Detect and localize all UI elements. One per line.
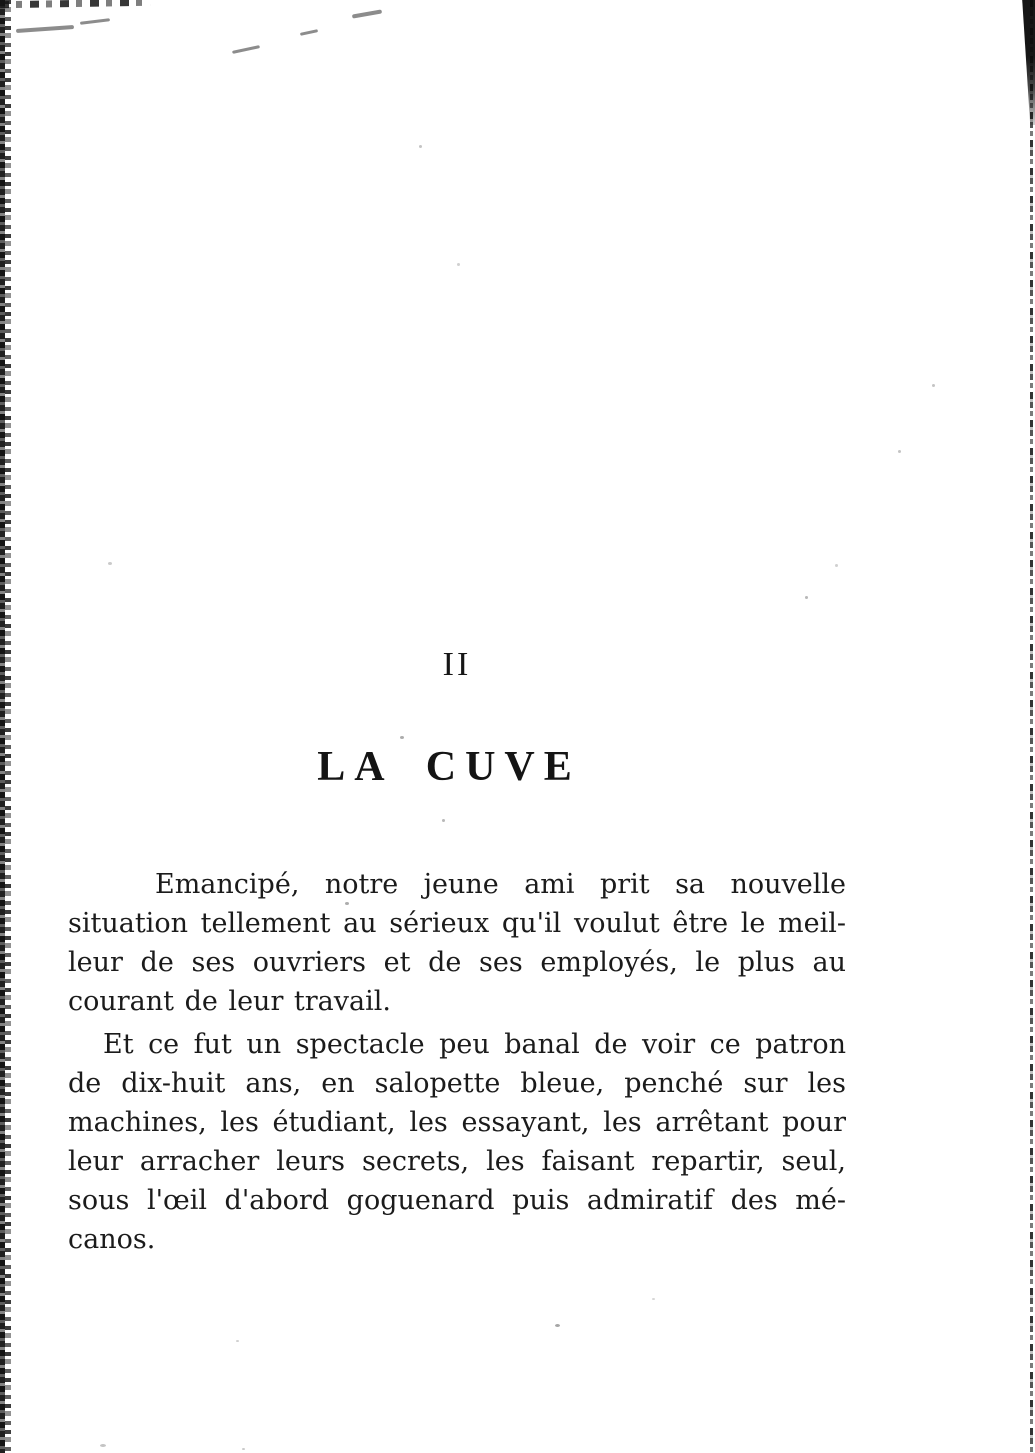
scan-scratch [232, 45, 260, 54]
scan-scratch [16, 25, 74, 33]
scan-speck [555, 1324, 560, 1327]
scan-right-edge-line [1030, 0, 1033, 1453]
scan-speck [805, 596, 808, 599]
scan-top-right-corner-blob [1019, 0, 1035, 125]
scan-speck [932, 384, 935, 387]
scan-scratch [80, 18, 110, 25]
body-text [68, 865, 846, 1259]
chapter-number: II [442, 646, 472, 683]
text-line: situation tellement au sérieux qu'il voulut être le meil- [68, 908, 846, 939]
text-line: canos. [68, 1224, 156, 1255]
scan-top-edge-marks [0, 0, 150, 8]
text-line: machines, les étudiant, les essayant, les arrêtant pour [68, 1107, 846, 1138]
paragraph-2 [68, 1025, 846, 1259]
scan-scratch [352, 9, 382, 18]
text-line: courant de leur travail. [68, 986, 391, 1017]
scan-speck [442, 819, 445, 822]
scan-speck [457, 263, 460, 266]
scan-speck [236, 1340, 239, 1342]
scan-speck [242, 1448, 245, 1450]
chapter-title: LA CUVE [317, 744, 581, 790]
scan-speck [400, 736, 404, 739]
scan-speck [898, 450, 901, 453]
text-line: de dix-huit ans, en salopette bleue, penché sur les [68, 1068, 846, 1099]
scan-speck [652, 1298, 655, 1300]
scan-speck [108, 562, 112, 565]
text-line: sous l'œil d'abord goguenard puis admiratif des mé- [68, 1185, 846, 1216]
text-line: Emancipé, notre jeune ami prit sa nouvelle [155, 869, 846, 900]
scan-scratch [300, 29, 318, 36]
scan-speck [100, 1444, 106, 1447]
scan-left-edge-fringe [5, 0, 11, 1453]
scan-speck [419, 145, 422, 148]
scan-speck [835, 564, 838, 567]
text-line: leur arracher leurs secrets, les faisant repartir, seul, [68, 1146, 846, 1177]
text-line: leur de ses ouvriers et de ses employés, le plus au [68, 947, 846, 978]
paragraph-1 [68, 865, 846, 1021]
text-line: Et ce fut un spectacle peu banal de voir ce patron [103, 1029, 846, 1060]
